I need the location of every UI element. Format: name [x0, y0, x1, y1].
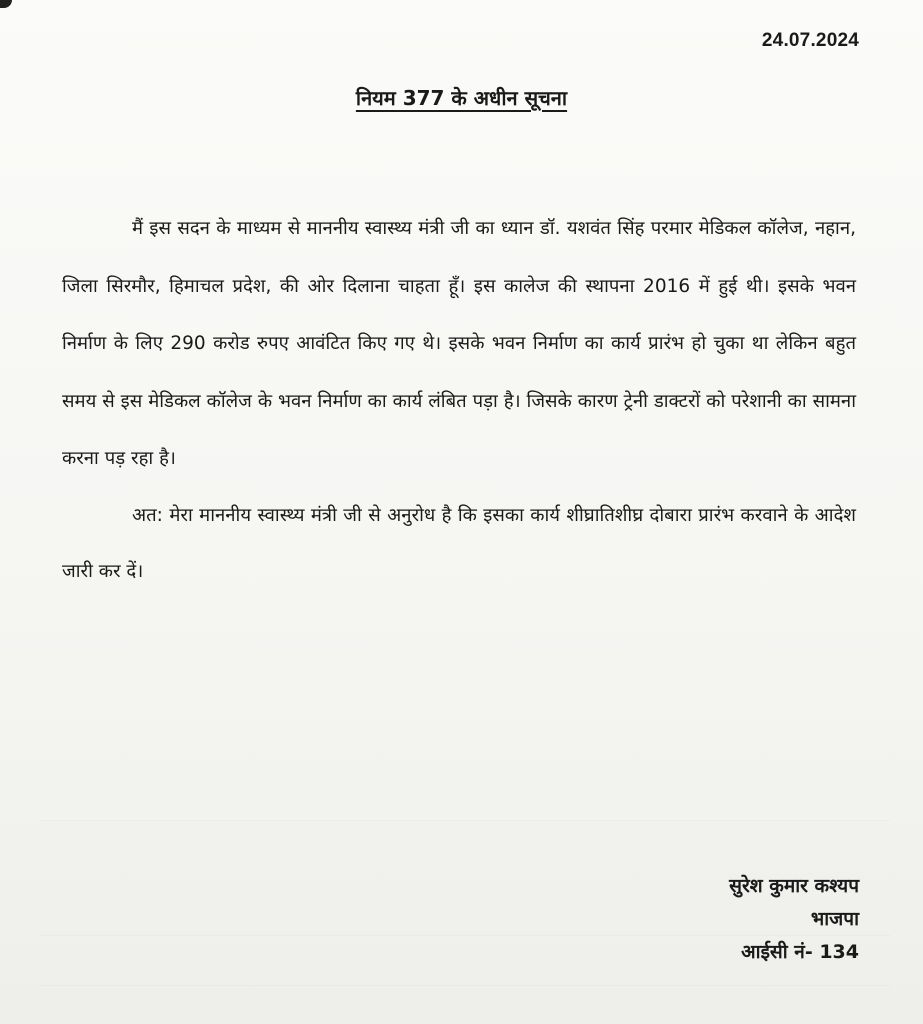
- document-body: [62, 200, 856, 600]
- signatory-name: सुरेश कुमार कश्यप: [729, 875, 859, 897]
- body-paragraph: मैं इस सदन के माध्यम से माननीय स्वास्थ्य मंत्री जी का ध्यान डॉ. यशवंत सिंह परमार मेडिकल कॉलेज, नहान, जिला सिरमौर, हिमाचल प्रदेश, की ओर दिलाना चाहता हूँ। इस कालेज की स्थापना 2016 में हुई थी। इसके भवन निर्माण के लिए 290 करोड रुपए आवंटित किए गए थे। इसके भवन निर्माण का कार्य प्रारंभ हो चुका था लेकिन बहुत समय से इस मेडिकल कॉलेज के भवन निर्माण का कार्य लंबित पड़ा है। जिसके कारण ट्रेनी डाक्टरों को परेशानी का सामना करना पड़ रहा है।: [62, 218, 856, 469]
- body-paragraph: अत: मेरा माननीय स्वास्थ्य मंत्री जी से अनुरोध है कि इसका कार्य शीघ्रातिशीघ्र दोबारा प्रारंभ करवाने के आदेश जारी कर दें।: [62, 504, 856, 582]
- scan-bleed-line: [40, 985, 890, 986]
- scan-bleed-line: [40, 820, 890, 821]
- signature-block: [729, 870, 859, 969]
- signatory-party: भाजपा: [810, 908, 859, 930]
- document-title-text: नियम 377 के अधीन सूचना: [355, 86, 568, 110]
- document-date: 24.07.2024: [761, 30, 859, 51]
- scan-corner-mark: [0, 0, 12, 8]
- signatory-id: आईसी नं- 134: [741, 941, 859, 963]
- document-title: [0, 84, 923, 111]
